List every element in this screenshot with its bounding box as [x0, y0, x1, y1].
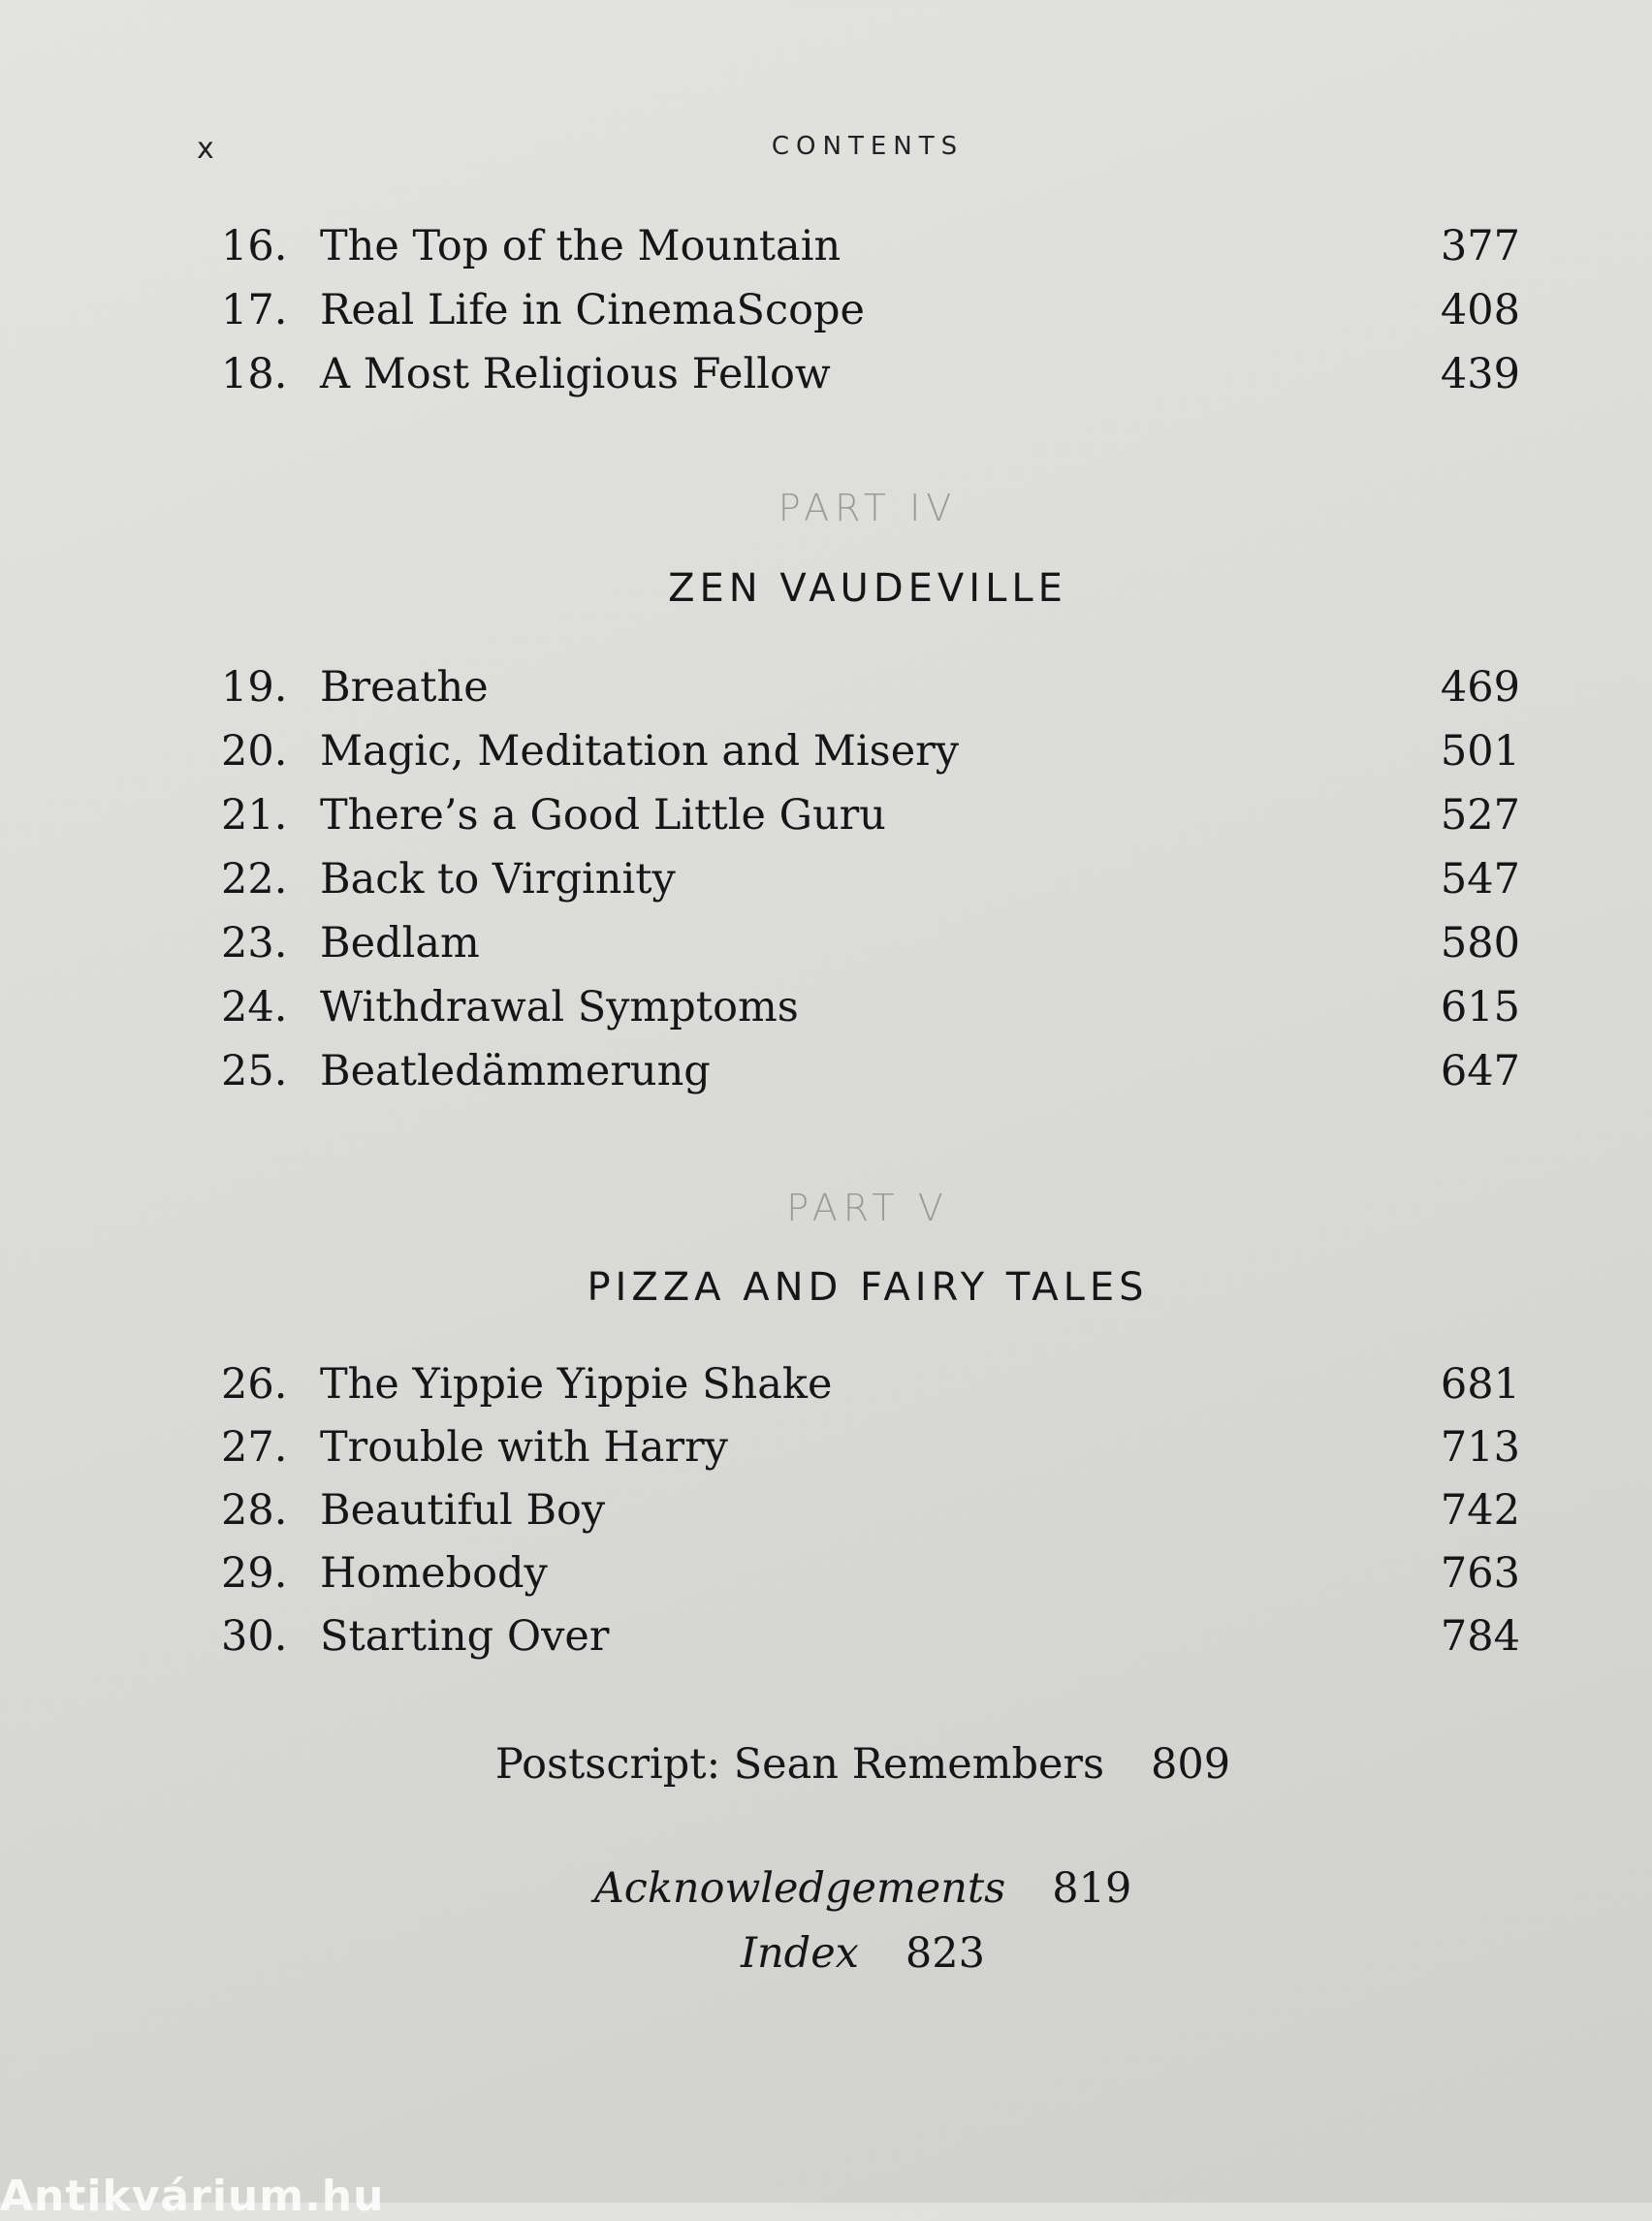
- chapter-page: 439: [1440, 350, 1520, 398]
- chapter-number: 22.: [221, 855, 288, 904]
- chapter-title: Bedlam: [320, 919, 480, 968]
- chapter-number: 26.: [221, 1360, 288, 1409]
- toc-entry[interactable]: [221, 345, 1520, 403]
- part-label: PART V: [786, 1187, 949, 1229]
- chapter-title: Beatledämmerung: [320, 1047, 711, 1095]
- toc-entry[interactable]: [221, 1042, 1520, 1100]
- chapter-title: The Yippie Yippie Shake: [320, 1360, 833, 1409]
- toc-entry[interactable]: [221, 281, 1520, 339]
- chapter-title: Breathe: [320, 663, 489, 712]
- toc-entry[interactable]: [221, 850, 1520, 908]
- toc-entry[interactable]: [221, 786, 1520, 844]
- chapter-page: 408: [1440, 286, 1520, 334]
- chapter-title: Magic, Meditation and Misery: [320, 727, 959, 776]
- chapter-title: Real Life in CinemaScope: [320, 286, 865, 334]
- chapter-number: 28.: [221, 1486, 288, 1535]
- back-matter-acknowledgements[interactable]: [0, 1859, 1652, 1918]
- chapter-number: 29.: [221, 1549, 288, 1598]
- chapter-number: 21.: [221, 791, 288, 840]
- back-matter-title: Postscript: Sean Remembers: [494, 1740, 1105, 1789]
- toc-entry[interactable]: [221, 1481, 1520, 1539]
- toc-entry[interactable]: [221, 914, 1520, 972]
- chapter-page: 647: [1440, 1047, 1520, 1095]
- chapter-number: 24.: [221, 983, 288, 1031]
- running-head: CONTENTS: [771, 132, 965, 161]
- chapter-number: 16.: [221, 222, 288, 270]
- chapter-page: 713: [1440, 1423, 1520, 1472]
- toc-entry[interactable]: [221, 978, 1520, 1036]
- watermark: Antikvárium.hu: [0, 2172, 385, 2221]
- toc-entry[interactable]: [221, 722, 1520, 780]
- back-matter-title: Acknowledgements: [593, 1864, 1006, 1913]
- chapter-page: 547: [1440, 855, 1520, 904]
- chapter-number: 17.: [221, 286, 288, 334]
- back-matter-index[interactable]: [0, 1924, 1652, 1983]
- back-matter-title: Index: [741, 1929, 859, 1978]
- back-matter-postscript[interactable]: [0, 1735, 1652, 1793]
- back-matter-page: 823: [905, 1929, 985, 1978]
- back-matter-page: 819: [1052, 1864, 1132, 1913]
- chapter-title: There’s a Good Little Guru: [320, 791, 886, 840]
- chapter-title: Homebody: [320, 1549, 548, 1598]
- chapter-title: A Most Religious Fellow: [320, 350, 831, 398]
- chapter-page: 784: [1440, 1612, 1520, 1661]
- chapter-number: 27.: [221, 1423, 288, 1472]
- chapter-page: 527: [1440, 791, 1520, 840]
- chapter-title: Trouble with Harry: [320, 1423, 728, 1472]
- part-title: ZEN VAUDEVILLE: [668, 566, 1067, 611]
- chapter-page: 469: [1440, 663, 1520, 712]
- toc-entry[interactable]: [221, 1607, 1520, 1666]
- toc-entry[interactable]: [221, 1418, 1520, 1476]
- chapter-page: 615: [1440, 983, 1520, 1031]
- chapter-title: Starting Over: [320, 1612, 610, 1661]
- chapter-number: 25.: [221, 1047, 288, 1095]
- back-matter-page: 809: [1151, 1740, 1231, 1789]
- part-label: PART IV: [778, 487, 958, 529]
- chapter-title: Beautiful Boy: [320, 1486, 606, 1535]
- chapter-title: The Top of the Mountain: [320, 222, 842, 270]
- chapter-page: 742: [1440, 1486, 1520, 1535]
- toc-entry[interactable]: [221, 658, 1520, 716]
- chapter-number: 19.: [221, 663, 288, 712]
- chapter-page: 377: [1440, 222, 1520, 270]
- toc-entry[interactable]: [221, 1355, 1520, 1413]
- toc-entry[interactable]: [221, 1544, 1520, 1602]
- chapter-title: Withdrawal Symptoms: [320, 983, 799, 1031]
- chapter-page: 580: [1440, 919, 1520, 968]
- chapter-title: Back to Virginity: [320, 855, 676, 904]
- chapter-number: 30.: [221, 1612, 288, 1661]
- chapter-page: 501: [1440, 727, 1520, 776]
- part-title: PIZZA AND FAIRY TALES: [587, 1265, 1149, 1310]
- chapter-number: 20.: [221, 727, 288, 776]
- page-number: x: [197, 132, 214, 166]
- chapter-number: 18.: [221, 350, 288, 398]
- chapter-page: 681: [1440, 1360, 1520, 1409]
- chapter-number: 23.: [221, 919, 288, 968]
- chapter-page: 763: [1440, 1549, 1520, 1598]
- toc-entry[interactable]: [221, 217, 1520, 275]
